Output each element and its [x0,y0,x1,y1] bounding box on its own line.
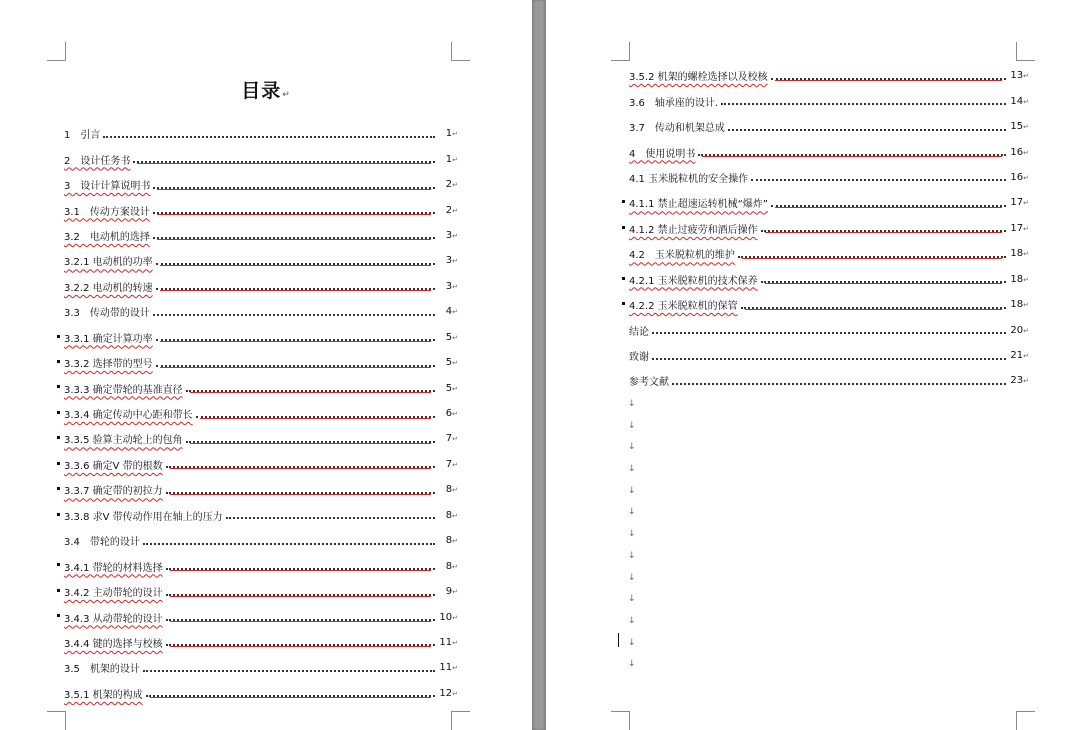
crop-mark-top-left [47,42,66,61]
dot-leader [761,271,1006,283]
page-number-text: 8 [445,509,453,521]
page-number-text: 14 [1010,95,1024,107]
toc-page-number [438,281,458,292]
toc-entry[interactable] [623,139,1029,164]
page-number-text: 3 [445,255,453,267]
toc-entry[interactable] [623,190,1029,215]
toc-entry-text: 3.5.1 机架的构成 [64,689,143,701]
dot-leader [226,507,435,519]
empty-paragraph-mark: ↓ [628,485,636,496]
dot-leader [771,195,1006,207]
page-number-text: 1 [445,153,453,165]
empty-paragraph-mark: ↓ [628,659,636,670]
page-number-text: 11 [439,636,453,648]
page-number-text: 18 [1010,273,1024,285]
page-number-text: 8 [445,535,453,547]
paragraph-mark: ↵ [1023,123,1029,132]
page-number-text: 7 [445,458,453,470]
paragraph-mark: ↵ [1023,352,1029,361]
paragraph-mark: ↵ [1023,224,1029,233]
dot-leader [166,558,435,570]
toc-page-number [1009,375,1029,386]
dot-leader [652,322,1006,334]
empty-paragraph-mark: ↓ [628,572,636,583]
toc-entry[interactable] [623,317,1029,342]
toc-entry[interactable] [58,477,458,502]
toc-entry[interactable] [58,248,458,273]
paragraph-mark: ↵ [452,359,458,368]
text-cursor [618,633,619,647]
toc-entry[interactable] [623,368,1029,393]
page-number-text: 3 [445,229,453,241]
paragraph-mark: ↵ [452,130,458,139]
toc-entry-text: 3.2.1 电动机的功率 [64,257,153,269]
paragraph-mark: ↵ [452,511,458,520]
page-number-text: 18 [1010,299,1024,311]
toc-page-number [1009,70,1029,81]
paragraph-mark: ↵ [452,435,458,444]
toc-entry[interactable] [58,146,458,171]
toc-entry-text: 4 使用说明书 [629,148,696,160]
dot-leader [738,246,1006,258]
toc-entry[interactable] [623,165,1029,190]
paragraph-mark: ↵ [452,257,458,266]
toc-list-left [58,121,458,706]
crop-mark-top-right [451,42,470,61]
page-number-text: 12 [439,687,453,699]
dot-leader [166,609,435,621]
toc-title[interactable] [0,76,532,103]
page-number-text: 17 [1010,197,1024,209]
empty-paragraph-mark: ↓ [628,637,636,648]
toc-entry[interactable] [58,299,458,324]
toc-page-number [438,383,458,394]
dot-leader [153,177,435,189]
toc-entry-text: 1 引言 [64,130,101,142]
paragraph-mark: ↵ [452,384,458,393]
toc-page-number [438,306,458,317]
dot-leader [186,431,435,443]
dot-leader [156,253,435,265]
toc-page-number [438,459,458,470]
empty-paragraph-mark: ↓ [628,529,636,540]
page-number-text: 18 [1010,248,1024,260]
page-number-text: 10 [439,611,453,623]
toc-page-number [1009,147,1029,158]
paragraph-mark: ↵ [452,588,458,597]
toc-entry[interactable] [58,426,458,451]
toc-page-number [438,255,458,266]
toc-entry[interactable] [623,88,1029,113]
page-number-text: 8 [445,484,453,496]
paragraph-mark: ↵ [452,155,458,164]
dot-leader [196,406,435,418]
toc-page-number [1009,350,1029,361]
paragraph-mark: ↵ [452,282,458,291]
empty-paragraph-mark: ↓ [628,420,636,431]
toc-entry-text: 3.4.1 带轮的材料选择 [64,562,163,574]
dot-leader [156,278,435,290]
page-number-text: 2 [445,204,453,216]
toc-page-number [1009,121,1029,132]
paragraph-mark: ↵ [452,333,458,342]
paragraph-mark: ↵ [452,206,458,215]
dot-leader [728,119,1006,131]
page-number-text: 16 [1010,146,1024,158]
toc-page-number [438,332,458,343]
toc-entry[interactable] [623,292,1029,317]
page-number-text: 11 [439,662,453,674]
toc-entry[interactable] [623,216,1029,241]
toc-entry[interactable] [58,681,458,706]
dot-leader [741,297,1006,309]
page-number-text: 17 [1010,222,1024,234]
paragraph-mark: ↵ [1023,275,1029,284]
toc-entry[interactable] [58,223,458,248]
paragraph-mark: ↵ [1023,301,1029,310]
paragraph-mark: ↵ [452,537,458,546]
toc-entry[interactable] [58,604,458,629]
toc-entry[interactable] [623,114,1029,139]
toc-entry-text: 3.3.2 选择带的型号 [64,359,153,371]
toc-entry-text: 4.1.1 禁止超速运转机械“爆炸” [629,199,768,211]
paragraph-mark: ↵ [452,460,458,469]
paragraph-mark: ↵ [452,613,458,622]
dot-leader [103,126,435,138]
dot-leader [771,68,1006,80]
toc-title-text: 目录 [241,80,282,102]
paragraph-mark: ↵ [1023,97,1029,106]
toc-entry-text: 3.5.2 机架的螺栓选择以及校核 [629,72,768,84]
toc-page-number [438,612,458,623]
paragraph-mark: ↵ [452,486,458,495]
toc-entry[interactable] [58,401,458,426]
paragraph-mark: ↵ [1023,326,1029,335]
dot-leader [672,373,1006,385]
toc-entry-text: 3.3.1 确定计算功率 [64,333,153,345]
empty-paragraph-mark: ↓ [628,615,636,626]
paragraph-mark: ↵ [452,562,458,571]
toc-page-number [1009,274,1029,285]
crop-mark-bottom-right [451,711,470,730]
toc-entry-text: 4.2.1 玉米脱粒机的技术保养 [629,275,758,287]
toc-entry[interactable] [58,553,458,578]
paragraph-mark: ↵ [452,689,458,698]
dot-leader [143,660,435,672]
paragraph-mark: ↵ [282,90,291,100]
toc-page-number [438,408,458,419]
toc-page-number [438,561,458,572]
toc-entry-text: 3.4.4 键的选择与校核 [64,638,163,650]
page-number-text: 5 [445,331,453,343]
toc-page-number [1009,96,1029,107]
toc-entry[interactable] [58,375,458,400]
toc-entry-text: 3.3.8 求V 带传动作用在轴上的压力 [64,511,223,523]
toc-page-number [438,433,458,444]
toc-entry-text: 4.2 玉米脱粒机的维护 [629,250,735,262]
dot-leader [156,329,435,341]
crop-mark-top-right [1016,42,1035,61]
toc-page-number [1009,248,1029,259]
toc-entry-text: 3.3.7 确定带的初拉力 [64,486,163,498]
toc-entry-text: 4.1 玉米脱粒机的安全操作 [629,173,749,185]
toc-entry[interactable] [58,655,458,680]
toc-entry[interactable] [58,197,458,222]
page-number-text: 9 [445,586,453,598]
paragraph-mark: ↵ [1023,377,1029,386]
toc-page-number [1009,299,1029,310]
page-number-text: 5 [445,357,453,369]
crop-mark-bottom-right [1016,711,1035,730]
toc-entry-text: 3.2.2 电动机的转速 [64,282,153,294]
dot-leader [652,348,1006,360]
dot-leader [166,456,435,468]
toc-entry-text: 3.3.6 确定V 带的根数 [64,460,163,472]
toc-entry-text: 3.4.2 主动带轮的设计 [64,588,163,600]
toc-entry[interactable] [58,325,458,350]
toc-entry-text: 3.3.4 确定传动中心距和带长 [64,410,193,422]
page-number-text: 21 [1010,350,1024,362]
toc-entry-text: 3 设计计算说明书 [64,181,151,193]
toc-entry-text: 3.4 带轮的设计 [64,537,140,549]
page-number-text: 13 [1010,70,1024,82]
toc-entry[interactable] [623,241,1029,266]
dot-leader [166,584,435,596]
dot-leader [146,685,435,697]
crop-mark-bottom-left [611,711,630,730]
dot-leader [751,169,1006,181]
toc-entry-text: 3.3 传动带的设计 [64,308,150,320]
page-number-text: 23 [1010,375,1024,387]
toc-entry-text: 参考文献 [629,377,669,389]
toc-entry[interactable] [58,630,458,655]
toc-entry[interactable] [623,63,1029,88]
toc-page-number [438,484,458,495]
dot-leader [761,220,1006,232]
dot-leader [153,227,435,239]
toc-entry-text: 3.7 传动和机架总成 [629,123,725,135]
page-number-text: 16 [1010,171,1024,183]
dot-leader [156,355,435,367]
toc-page-number [438,128,458,139]
toc-entry[interactable] [58,503,458,528]
dot-leader [153,304,435,316]
page-number-text: 5 [445,382,453,394]
paragraph-mark: ↵ [1023,199,1029,208]
toc-entry[interactable] [58,121,458,146]
dot-leader [186,380,435,392]
paragraph-mark: ↵ [452,664,458,673]
paragraph-mark: ↵ [452,181,458,190]
dot-leader [698,144,1006,156]
toc-list-right [623,63,1029,394]
empty-paragraph-mark: ↓ [628,594,636,605]
toc-entry[interactable] [623,267,1029,292]
crop-mark-bottom-left [47,711,66,730]
toc-entry-text: 结论 [629,326,649,338]
paragraph-mark: ↵ [1023,173,1029,182]
empty-paragraph-mark: ↓ [628,464,636,475]
page-gutter [532,0,546,730]
toc-page-number [438,535,458,546]
toc-entry[interactable] [58,528,458,553]
paragraph-mark: ↵ [452,231,458,240]
page-number-text: 6 [445,408,453,420]
dot-leader [166,634,435,646]
page-number-text: 2 [445,179,453,191]
toc-page-number [438,586,458,597]
toc-page-number [438,688,458,699]
toc-page-number [438,357,458,368]
toc-page-number [438,154,458,165]
toc-entry-text: 3.1 传动方案设计 [64,206,150,218]
toc-entry[interactable] [58,579,458,604]
page-number-text: 7 [445,433,453,445]
paragraph-mark: ↵ [1023,148,1029,157]
toc-page-number [438,205,458,216]
paragraph-mark: ↵ [452,308,458,317]
toc-entry-text: 致谢 [629,352,649,364]
dot-leader [721,93,1006,105]
toc-page-number [1009,223,1029,234]
empty-paragraph-mark: ↓ [628,507,636,518]
toc-entry[interactable] [623,343,1029,368]
paragraph-mark: ↵ [452,638,458,647]
empty-paragraph-marks [628,398,636,680]
toc-entry-text: 3.6 轴承座的设计. [629,97,719,109]
paragraph-mark: ↵ [452,410,458,419]
dot-leader [133,151,435,163]
toc-entry-text: 3.4.3 从动带轮的设计 [64,613,163,625]
toc-entry-text: 4.2.2 玉米脱粒机的保管 [629,301,738,313]
toc-entry[interactable] [58,350,458,375]
toc-entry[interactable] [58,452,458,477]
toc-entry-text: 3.3.5 验算主动轮上的包角 [64,435,183,447]
toc-entry-text: 2 设计任务书 [64,155,131,167]
toc-page-number [438,637,458,648]
toc-entry-text: 3.3.3 确定带轮的基准直径 [64,384,183,396]
empty-paragraph-mark: ↓ [628,442,636,453]
toc-entry-text: 3.5 机架的设计 [64,664,140,676]
toc-entry[interactable] [58,274,458,299]
page-number-text: 3 [445,280,453,292]
toc-entry-text: 4.1.2 禁止过疲劳和酒后操作 [629,224,758,236]
toc-page-number [1009,172,1029,183]
toc-page-number [438,179,458,190]
toc-page-number [1009,197,1029,208]
page-number-text: 8 [445,560,453,572]
crop-mark-top-left [611,42,630,61]
page-number-text: 15 [1010,121,1024,133]
dot-leader [153,202,435,214]
toc-entry[interactable] [58,172,458,197]
page-number-text: 1 [445,128,453,140]
paragraph-mark: ↵ [1023,250,1029,259]
dot-leader [166,482,435,494]
paragraph-mark: ↵ [1023,72,1029,81]
empty-paragraph-mark: ↓ [628,550,636,561]
dot-leader [143,533,435,545]
toc-page-number [438,662,458,673]
toc-page-number [438,230,458,241]
toc-page-number [1009,325,1029,336]
page-number-text: 4 [445,306,453,318]
empty-paragraph-mark: ↓ [628,399,636,409]
toc-entry-text: 3.2 电动机的选择 [64,231,150,243]
toc-page-number [438,510,458,521]
page-number-text: 20 [1010,324,1024,336]
